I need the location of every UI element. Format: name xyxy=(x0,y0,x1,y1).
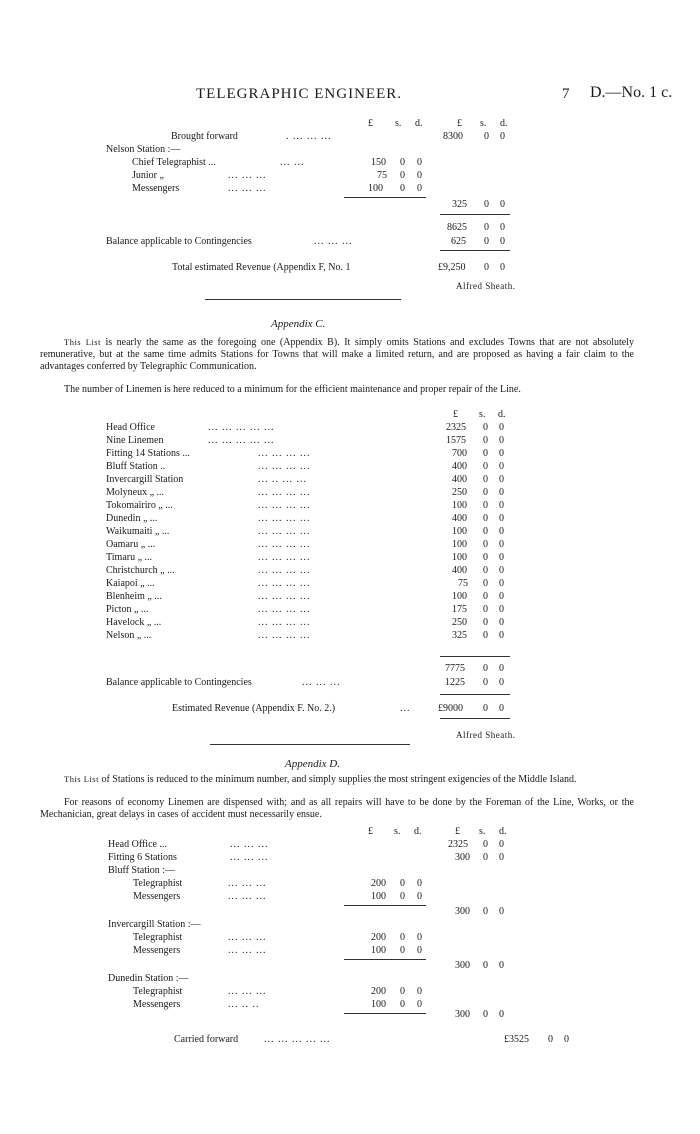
appendix-paragraph: For reasons of economy Linemen are dispensed with; and as all repairs will have to be done by the Foreman of the Line, Works, or the Mechanician, great delays in cases of accident must necessarily ensue. xyxy=(40,797,634,820)
amount-pounds: 150 xyxy=(371,157,386,168)
amount-pounds: 8300 xyxy=(443,131,463,142)
subtotal-rule xyxy=(440,214,510,215)
leader-dots: ... ... ... ... xyxy=(258,513,311,524)
amount-shillings: 0 xyxy=(483,578,488,589)
station-heading: Invercargill Station :— xyxy=(108,919,201,930)
amount-shillings: 0 xyxy=(400,183,405,194)
col-head-pounds: £ xyxy=(368,118,373,129)
leader-dots: ... ... ... ... xyxy=(258,487,311,498)
appendix-intro-paragraph xyxy=(40,773,634,786)
leader-dots: ... ... ... ... xyxy=(258,617,311,628)
row-label: Total estimated Revenue (Appendix F, No. 1 xyxy=(172,262,351,273)
amount-shillings: 0 xyxy=(483,663,488,674)
amount-shillings: 0 xyxy=(400,932,405,943)
subtotal-rule xyxy=(344,197,426,198)
amount-shillings: 0 xyxy=(483,526,488,537)
document-reference: D.—No. 1 c. xyxy=(590,84,673,101)
subtotal-rule xyxy=(344,1013,426,1014)
amount-shillings: 0 xyxy=(483,852,488,863)
amount-pounds: 100 xyxy=(371,945,386,956)
leader-dots: ... ... ... ... xyxy=(258,591,311,602)
amount-pence: 0 xyxy=(499,448,504,459)
leader-dots: ... ... ... ... xyxy=(258,500,311,511)
leader-dots: ... .. .. xyxy=(228,999,260,1010)
amount-pence: 0 xyxy=(564,1034,569,1045)
lead-words: This List xyxy=(64,774,99,784)
amount-pounds: 250 xyxy=(452,487,467,498)
amount-shillings: 0 xyxy=(483,448,488,459)
amount-pence: 0 xyxy=(417,932,422,943)
amount-shillings: 0 xyxy=(483,839,488,850)
amount-pence: 0 xyxy=(499,604,504,615)
amount-pence: 0 xyxy=(499,435,504,446)
amount-pounds: 75 xyxy=(377,170,387,181)
row-label: Waikumaiti „ ... xyxy=(106,526,170,537)
signature: Alfred Sheath. xyxy=(456,281,516,291)
amount-shillings: 0 xyxy=(483,552,488,563)
leader-dots: ... ... ... xyxy=(302,677,341,688)
leader-dots: ... ... ... ... xyxy=(258,578,311,589)
leader-dots: ... ... ... xyxy=(228,945,267,956)
amount-pence: 0 xyxy=(417,891,422,902)
row-label: Fitting 14 Stations ... xyxy=(106,448,190,459)
leader-dots: ... ... ... ... xyxy=(258,552,311,563)
station-heading: Dunedin Station :— xyxy=(108,973,189,984)
amount-pounds: 400 xyxy=(452,461,467,472)
amount-pence: 0 xyxy=(417,878,422,889)
amount-pence: 0 xyxy=(499,474,504,485)
row-label: Nine Linemen xyxy=(106,435,164,446)
nelson-station-heading: Nelson Station :— xyxy=(106,144,181,155)
amount-pounds: 325 xyxy=(452,630,467,641)
amount-shillings: 0 xyxy=(483,487,488,498)
col-head-shillings: s. xyxy=(480,118,487,129)
amount-pence: 0 xyxy=(499,422,504,433)
amount-pence: 0 xyxy=(417,157,422,168)
amount-pounds: 700 xyxy=(452,448,467,459)
subtotal-rule xyxy=(440,656,510,657)
amount-shillings: 0 xyxy=(483,539,488,550)
amount-pence: 0 xyxy=(499,630,504,641)
amount-pence: 0 xyxy=(499,663,504,674)
amount-shillings: 0 xyxy=(483,604,488,615)
amount-pounds: 300 xyxy=(455,906,470,917)
amount-pounds: 100 xyxy=(452,526,467,537)
row-label: Junior „ xyxy=(132,170,164,181)
row-label: Messengers xyxy=(133,945,181,956)
row-label: Chief Telegraphist ... xyxy=(132,157,216,168)
amount-shillings: 0 xyxy=(483,435,488,446)
amount-shillings: 0 xyxy=(483,1009,488,1020)
amount-pounds: 1225 xyxy=(445,677,465,688)
amount-shillings: 0 xyxy=(484,199,489,210)
amount-pounds: 8625 xyxy=(447,222,467,233)
amount-pounds: 250 xyxy=(452,617,467,628)
amount-shillings: 0 xyxy=(483,960,488,971)
col-head-pounds: £ xyxy=(368,826,373,837)
amount-shillings: 0 xyxy=(400,999,405,1010)
amount-shillings: 0 xyxy=(483,677,488,688)
amount-shillings: 0 xyxy=(483,630,488,641)
amount-pence: 0 xyxy=(499,526,504,537)
amount-shillings: 0 xyxy=(483,906,488,917)
amount-pounds: 100 xyxy=(452,500,467,511)
row-label: Telegraphist xyxy=(133,878,183,889)
appendix-paragraph: The number of Linemen is here reduced to a minimum for the efficient maintenance and proper repair of the Line. xyxy=(64,384,521,395)
amount-pounds: 2325 xyxy=(448,839,468,850)
amount-shillings: 0 xyxy=(400,986,405,997)
amount-shillings: 0 xyxy=(484,262,489,273)
amount-pounds: 100 xyxy=(371,891,386,902)
subtotal-rule xyxy=(344,959,426,960)
amount-shillings: 0 xyxy=(400,891,405,902)
col-head-shillings: s. xyxy=(479,409,486,420)
amount-shillings: 0 xyxy=(484,222,489,233)
row-label: Bluff Station .. xyxy=(106,461,166,472)
appendix-heading: Appendix D. xyxy=(285,758,340,770)
subtotal-rule xyxy=(344,905,426,906)
leader-dots: ... ... ... ... xyxy=(258,630,311,641)
leader-dots: ... ... ... ... ... xyxy=(264,1034,331,1045)
amount-pence: 0 xyxy=(500,199,505,210)
row-label: Head Office xyxy=(106,422,155,433)
amount-pence: 0 xyxy=(417,183,422,194)
leader-dots: ... ... ... xyxy=(228,891,267,902)
total-rule xyxy=(440,694,510,695)
appendix-intro-paragraph xyxy=(40,336,634,373)
leader-dots: ... ... ... ... xyxy=(258,448,311,459)
col-head-pounds: £ xyxy=(457,118,462,129)
col-head-pence: d. xyxy=(499,826,507,837)
amount-pounds: 100 xyxy=(452,591,467,602)
amount-pounds: £9000 xyxy=(438,703,463,714)
row-label: Kaiapoi „ ... xyxy=(106,578,155,589)
leader-dots: . ... ... ... xyxy=(286,131,332,142)
amount-pounds: 75 xyxy=(458,578,468,589)
row-label: Telegraphist xyxy=(133,932,183,943)
amount-shillings: 0 xyxy=(400,945,405,956)
row-label: Tokomairiro „ ... xyxy=(106,500,173,511)
leader-dots: ... ... ... ... xyxy=(258,604,311,615)
amount-shillings: 0 xyxy=(483,591,488,602)
row-label: Invercargill Station xyxy=(106,474,184,485)
paragraph-text: is nearly the same as the foregoing one (Appendix B). It simply omits Stations and excludes Towns that are not absolutely remunerative, but at the same time admits Stations for Towns that will make a limited return, and are proposed as having a fair claim to the advantages conferred by Telegraphic Communication. xyxy=(40,337,634,372)
col-head-shillings: s. xyxy=(394,826,401,837)
col-head-pounds: £ xyxy=(455,826,460,837)
leader-dots: ... ... ... ... xyxy=(258,565,311,576)
page-title: TELEGRAPHIC ENGINEER. xyxy=(196,86,402,102)
amount-shillings: 0 xyxy=(400,157,405,168)
amount-pence: 0 xyxy=(417,170,422,181)
row-label: Timaru „ ... xyxy=(106,552,153,563)
row-label: Blenheim „ ... xyxy=(106,591,162,602)
amount-pounds: 175 xyxy=(452,604,467,615)
amount-pounds: 400 xyxy=(452,565,467,576)
station-heading: Bluff Station :— xyxy=(108,865,176,876)
amount-pence: 0 xyxy=(500,262,505,273)
leader-dots: ... ... ... xyxy=(230,839,269,850)
row-label: Telegraphist xyxy=(133,986,183,997)
amount-pounds: £3525 xyxy=(504,1034,529,1045)
leader-dots: ... ... ... ... xyxy=(258,461,311,472)
amount-shillings: 0 xyxy=(483,422,488,433)
row-label: Brought forward xyxy=(171,131,238,142)
amount-pounds: 400 xyxy=(452,513,467,524)
amount-pence: 0 xyxy=(417,945,422,956)
amount-shillings: 0 xyxy=(483,513,488,524)
amount-pence: 0 xyxy=(417,986,422,997)
row-label: Havelock „ ... xyxy=(106,617,162,628)
row-label: Molyneux „ ... xyxy=(106,487,165,498)
leader-dots: ... ... ... ... ... xyxy=(208,435,275,446)
amount-pence: 0 xyxy=(499,591,504,602)
amount-pence: 0 xyxy=(500,131,505,142)
amount-shillings: 0 xyxy=(483,703,488,714)
leader-dots: ... ... ... xyxy=(228,932,267,943)
amount-pence: 0 xyxy=(499,461,504,472)
row-label: Balance applicable to Contingencies xyxy=(106,677,252,688)
col-head-pence: d. xyxy=(415,118,423,129)
amount-shillings: 0 xyxy=(484,131,489,142)
leader-dots: ... ... ... ... xyxy=(258,526,311,537)
leader-dots: ... ... ... xyxy=(228,170,267,181)
amount-pounds: 200 xyxy=(371,878,386,889)
amount-pence: 0 xyxy=(499,500,504,511)
amount-pounds: 625 xyxy=(451,236,466,247)
row-label: Carried forward xyxy=(174,1034,239,1045)
amount-pence: 0 xyxy=(499,539,504,550)
amount-pounds: 325 xyxy=(452,199,467,210)
row-label: Balance applicable to Contingencies xyxy=(106,236,252,247)
col-head-pence: d. xyxy=(500,118,508,129)
row-label: Oamaru „ ... xyxy=(106,539,156,550)
lead-words: This List xyxy=(64,337,101,347)
amount-pence: 0 xyxy=(499,677,504,688)
amount-shillings: 0 xyxy=(483,461,488,472)
amount-pounds: 1575 xyxy=(446,435,466,446)
amount-pounds: 400 xyxy=(452,474,467,485)
page-number: 7 xyxy=(562,86,570,102)
col-head-pounds: £ xyxy=(453,409,458,420)
amount-pounds: 100 xyxy=(452,552,467,563)
amount-shillings: 0 xyxy=(483,474,488,485)
row-label: Messengers xyxy=(133,891,181,902)
section-divider xyxy=(205,299,401,300)
leader-dots: ... ... ... xyxy=(228,183,267,194)
leader-dots: ... xyxy=(400,703,411,714)
amount-pence: 0 xyxy=(499,1009,504,1020)
amount-pence: 0 xyxy=(499,906,504,917)
amount-pence: 0 xyxy=(499,852,504,863)
amount-pounds: 100 xyxy=(371,999,386,1010)
amount-pounds: 7775 xyxy=(445,663,465,674)
amount-pence: 0 xyxy=(499,703,504,714)
amount-pounds: £9,250 xyxy=(438,262,466,273)
row-label: Estimated Revenue (Appendix F. No. 2.) xyxy=(172,703,336,714)
leader-dots: ... ... ... ... xyxy=(258,539,311,550)
amount-pence: 0 xyxy=(499,960,504,971)
amount-shillings: 0 xyxy=(548,1034,553,1045)
amount-pence: 0 xyxy=(499,565,504,576)
appendix-heading: Appendix C. xyxy=(271,318,326,330)
amount-pounds: 100 xyxy=(452,539,467,550)
amount-pounds: 300 xyxy=(455,960,470,971)
amount-pence: 0 xyxy=(499,578,504,589)
col-head-pence: d. xyxy=(498,409,506,420)
amount-pence: 0 xyxy=(417,999,422,1010)
row-label: Christchurch „ ... xyxy=(106,565,175,576)
leader-dots: ... ... ... xyxy=(228,986,267,997)
amount-pence: 0 xyxy=(499,513,504,524)
row-label: Head Office ... xyxy=(108,839,167,850)
amount-pence: 0 xyxy=(499,839,504,850)
amount-pounds: 300 xyxy=(455,852,470,863)
col-head-shillings: s. xyxy=(479,826,486,837)
col-head-shillings: s. xyxy=(395,118,402,129)
leader-dots: ... ... ... xyxy=(230,852,269,863)
amount-shillings: 0 xyxy=(483,617,488,628)
amount-shillings: 0 xyxy=(483,565,488,576)
amount-pounds: 2325 xyxy=(446,422,466,433)
row-label: Fitting 6 Stations xyxy=(108,852,177,863)
leader-dots: ... ... xyxy=(280,157,305,168)
row-label: Nelson „ ... xyxy=(106,630,152,641)
amount-shillings: 0 xyxy=(483,500,488,511)
amount-pounds: 200 xyxy=(371,986,386,997)
paragraph-text: of Stations is reduced to the minimum number, and simply supplies the most stringent exigencies of the Middle Island. xyxy=(98,774,577,785)
amount-pence: 0 xyxy=(499,617,504,628)
amount-pence: 0 xyxy=(499,487,504,498)
leader-dots: ... ... ... xyxy=(314,236,353,247)
amount-shillings: 0 xyxy=(400,170,405,181)
row-label: Picton „ ... xyxy=(106,604,149,615)
amount-pounds: 100 xyxy=(368,183,383,194)
row-label: Messengers xyxy=(132,183,180,194)
leader-dots: ... ... ... ... ... xyxy=(208,422,275,433)
amount-pounds: 300 xyxy=(455,1009,470,1020)
total-rule xyxy=(440,718,510,719)
leader-dots: ... ... ... xyxy=(228,878,267,889)
amount-pence: 0 xyxy=(499,552,504,563)
total-rule xyxy=(440,250,510,251)
row-label: Dunedin „ ... xyxy=(106,513,158,524)
amount-pence: 0 xyxy=(500,222,505,233)
amount-shillings: 0 xyxy=(484,236,489,247)
section-divider xyxy=(210,744,410,745)
signature: Alfred Sheath. xyxy=(456,730,516,740)
leader-dots: ... .. ... ... xyxy=(258,474,307,485)
amount-pounds: 200 xyxy=(371,932,386,943)
amount-shillings: 0 xyxy=(400,878,405,889)
row-label: Messengers xyxy=(133,999,181,1010)
amount-pence: 0 xyxy=(500,236,505,247)
col-head-pence: d. xyxy=(414,826,422,837)
